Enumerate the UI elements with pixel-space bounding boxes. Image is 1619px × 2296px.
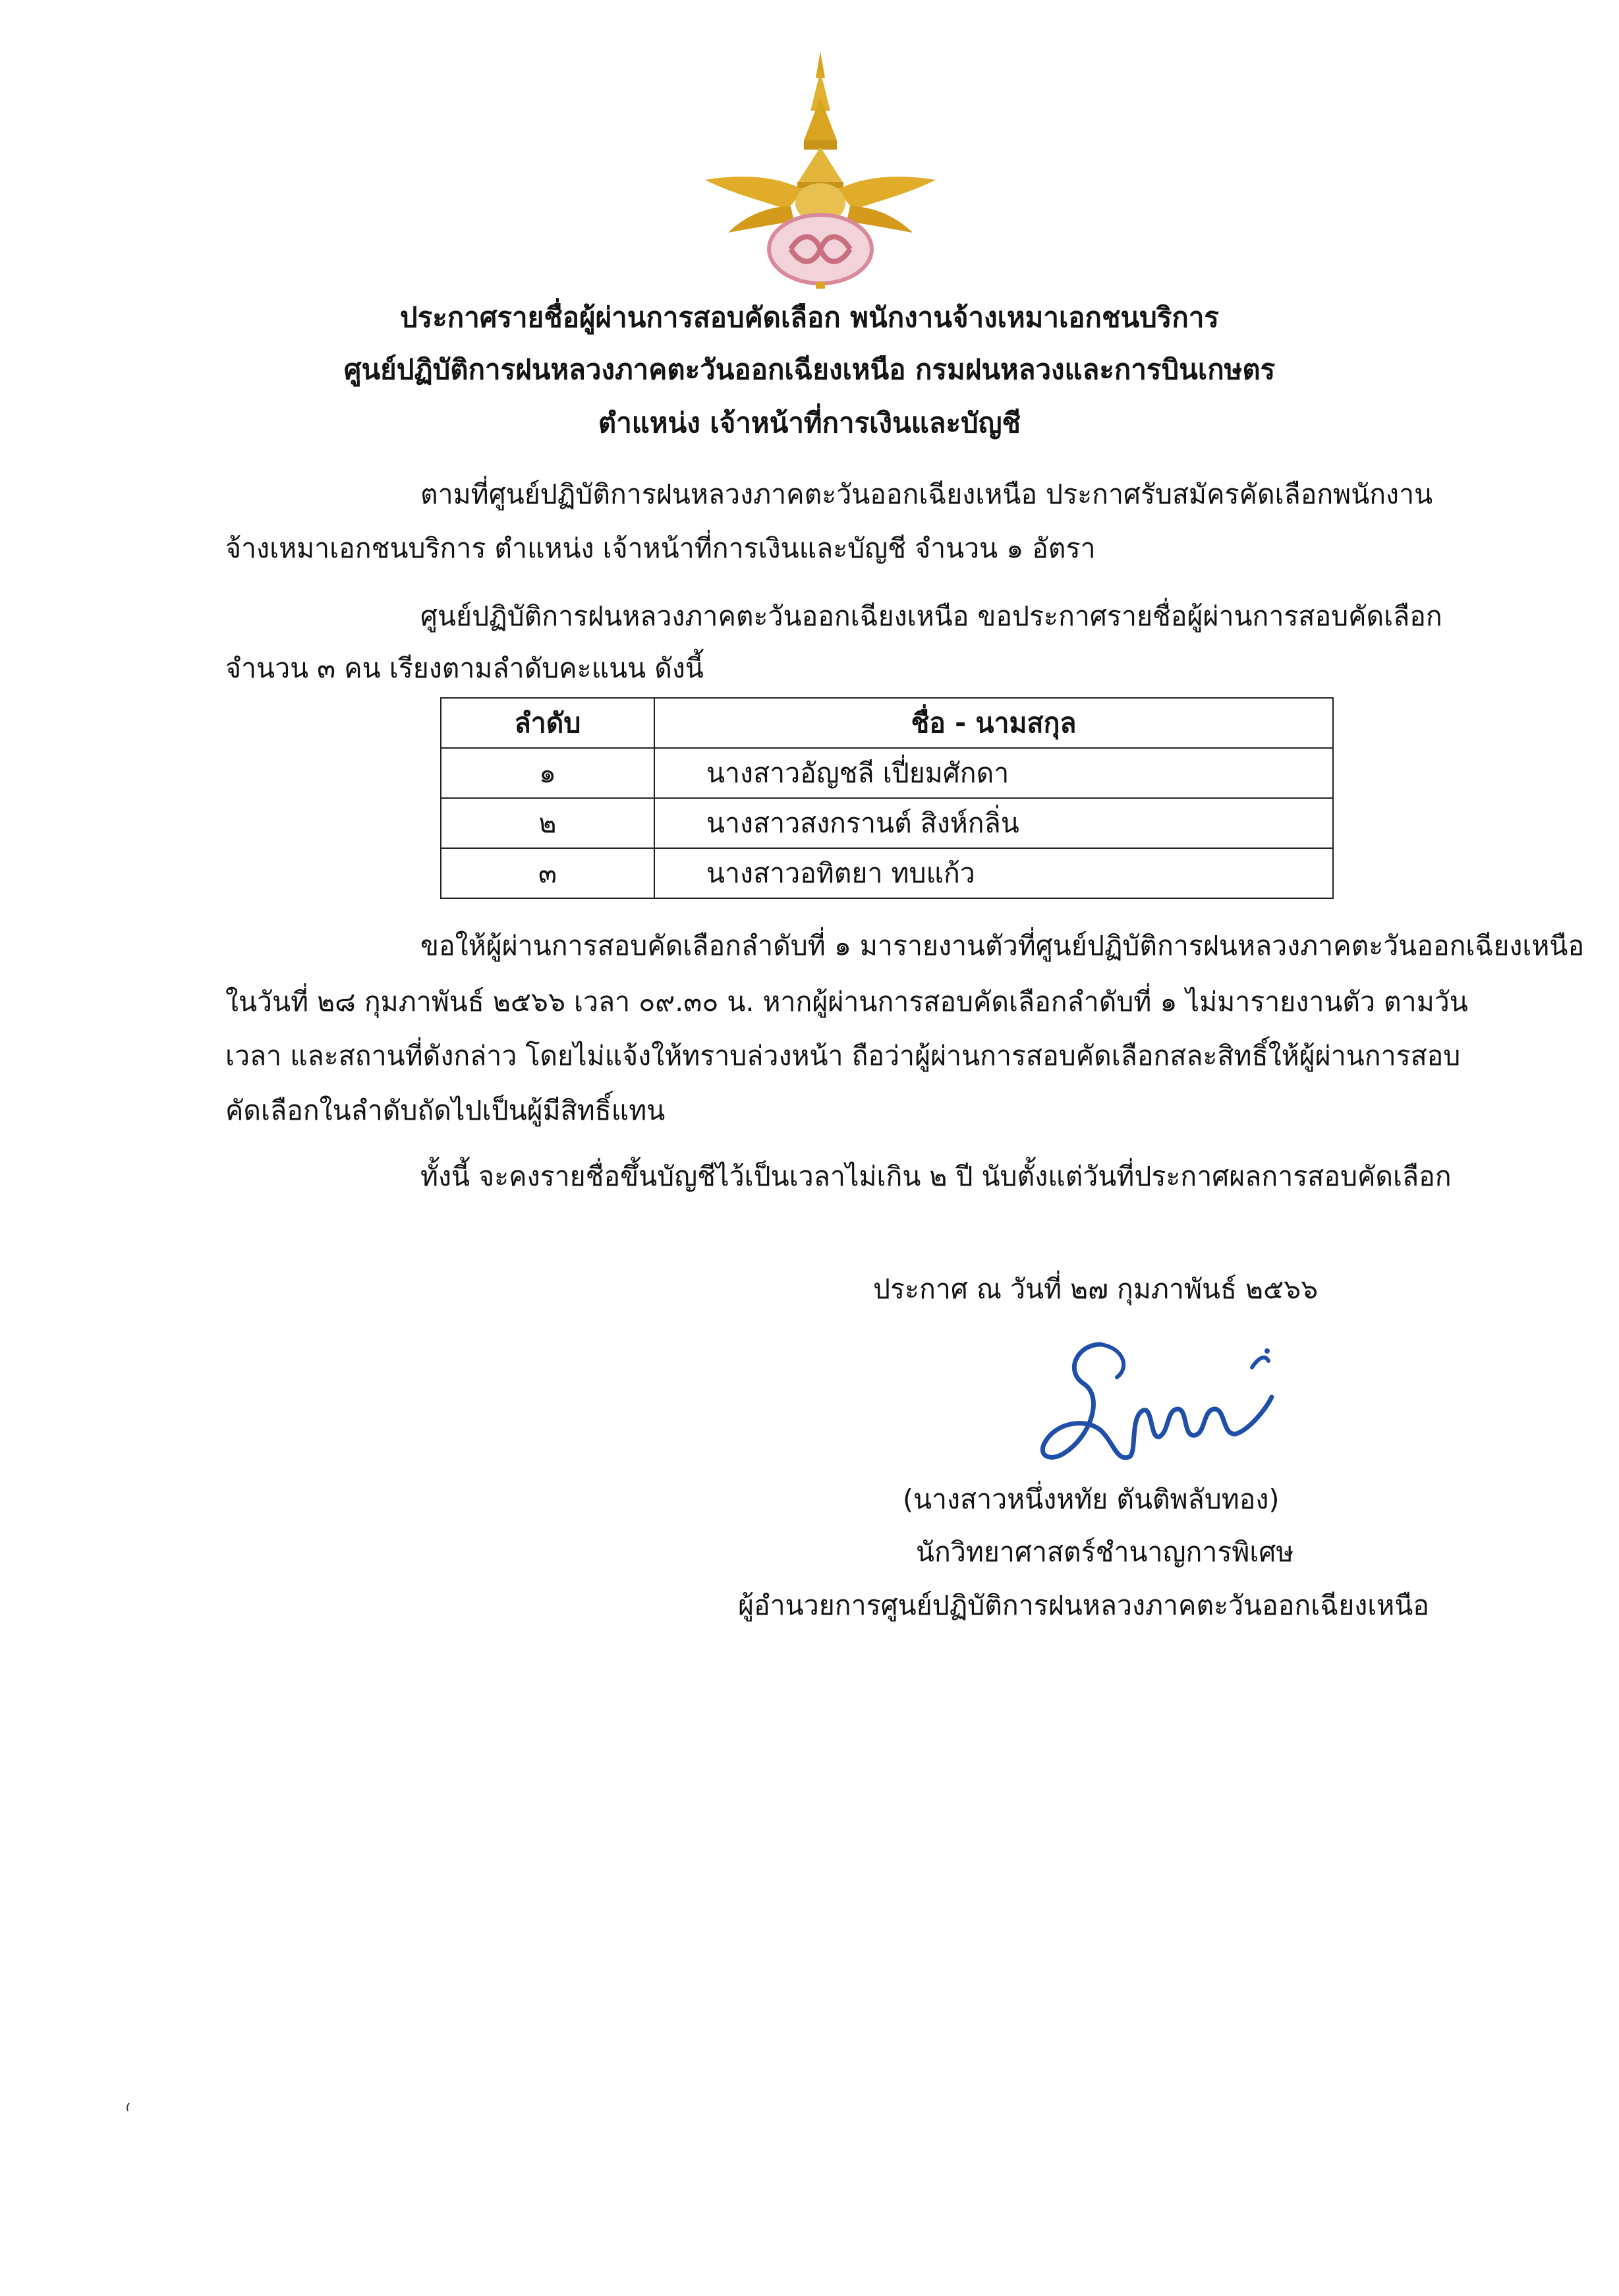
rank-cell: ๒ xyxy=(441,798,654,848)
signatory-office: ผู้อำนวยการศูนย์ปฏิบัติการฝนหลวงภาคตะวันออกเฉียงเหนือ xyxy=(738,1590,1429,1621)
ranking-table xyxy=(440,697,1334,899)
rank-cell: ๑ xyxy=(441,748,654,798)
paragraph2-line1: ศูนย์ปฏิบัติการฝนหลวงภาคตะวันออกเฉียงเหนือ ขอประกาศรายชื่อผู้ผ่านการสอบคัดเลือก xyxy=(420,600,1442,632)
title-line-2: ศูนย์ปฏิบัติการฝนหลวงภาคตะวันออกเฉียงเหนือ กรมฝนหลวงและการบินเกษตร xyxy=(343,353,1276,386)
title-line-1: ประกาศรายชื่อผู้ผ่านการสอบคัดเลือก พนักงานจ้างเหมาเอกชนบริการ xyxy=(400,301,1219,333)
rank-cell: ๓ xyxy=(441,848,654,898)
header-name: ชื่อ - นามสกุล xyxy=(654,698,1333,748)
handwritten-signature xyxy=(1038,1331,1282,1476)
paragraph1-line1: ตามที่ศูนย์ปฏิบัติการฝนหลวงภาคตะวันออกเฉียงเหนือ ประกาศรับสมัครคัดเลือกพนักงาน xyxy=(420,478,1433,510)
name-cell: นางสาวสงกรานต์ สิงห์กลิ่น xyxy=(654,798,1333,848)
table-row xyxy=(441,848,1333,898)
royal-emblem-icon xyxy=(705,51,936,289)
paragraph4-line1: ทั้งนี้ จะคงรายชื่อขึ้นบัญชีไว้เป็นเวลาไม่เกิน ๒ ปี นับตั้งแต่วันที่ประกาศผลการสอบคัดเลือก xyxy=(420,1161,1452,1192)
stray-mark-icon xyxy=(125,2102,130,2111)
paragraph3-line2: ในวันที่ ๒๘ กุมภาพันธ์ ๒๕๖๖ เวลา ๐๙.๓๐ น. หากผู้ผ่านการสอบคัดเลือกลำดับที่ ๑ ไม่มารายงานตัว ตามวัน xyxy=(225,986,1468,1018)
paragraph2-line2: จำนวน ๓ คน เรียงตามลำดับคะแนน ดังนี้ xyxy=(225,652,704,684)
header-rank: ลำดับ xyxy=(441,698,654,748)
announce-date: ประกาศ ณ วันที่ ๒๗ กุมภาพันธ์ ๒๕๖๖ xyxy=(873,1273,1319,1305)
paragraph3-line1: ขอให้ผู้ผ่านการสอบคัดเลือกลำดับที่ ๑ มารายงานตัวที่ศูนย์ปฏิบัติการฝนหลวงภาคตะวันออกเฉียงเหนือ xyxy=(420,930,1585,961)
title-line-3: ตำแหน่ง เจ้าหน้าที่การเงินและบัญชี xyxy=(598,407,1021,439)
table-row xyxy=(441,798,1333,848)
name-cell: นางสาวอทิตยา ทบแก้ว xyxy=(654,848,1333,898)
paragraph3-line4: คัดเลือกในลำดับถัดไปเป็นผู้มีสิทธิ์แทน xyxy=(225,1095,666,1126)
table-row xyxy=(441,748,1333,798)
paragraph3-line3: เวลา และสถานที่ดังกล่าว โดยไม่แจ้งให้ทราบล่วงหน้า ถือว่าผู้ผ่านการสอบคัดเลือกสละสิทธิ์ให้ผู้ผ่านการสอบ xyxy=(225,1040,1461,1072)
signatory-position: นักวิทยาศาสตร์ชำนาญการพิเศษ xyxy=(916,1536,1294,1568)
name-cell: นางสาวอัญชลี เปี่ยมศักดา xyxy=(654,748,1333,798)
paragraph1-line2: จ้างเหมาเอกชนบริการ ตำแหน่ง เจ้าหน้าที่การเงินและบัญชี จำนวน ๑ อัตรา xyxy=(225,532,1096,564)
signatory-name: (นางสาวหนึ่งหทัย ตันติพลับทอง) xyxy=(903,1483,1280,1515)
table-header-row xyxy=(441,698,1333,748)
